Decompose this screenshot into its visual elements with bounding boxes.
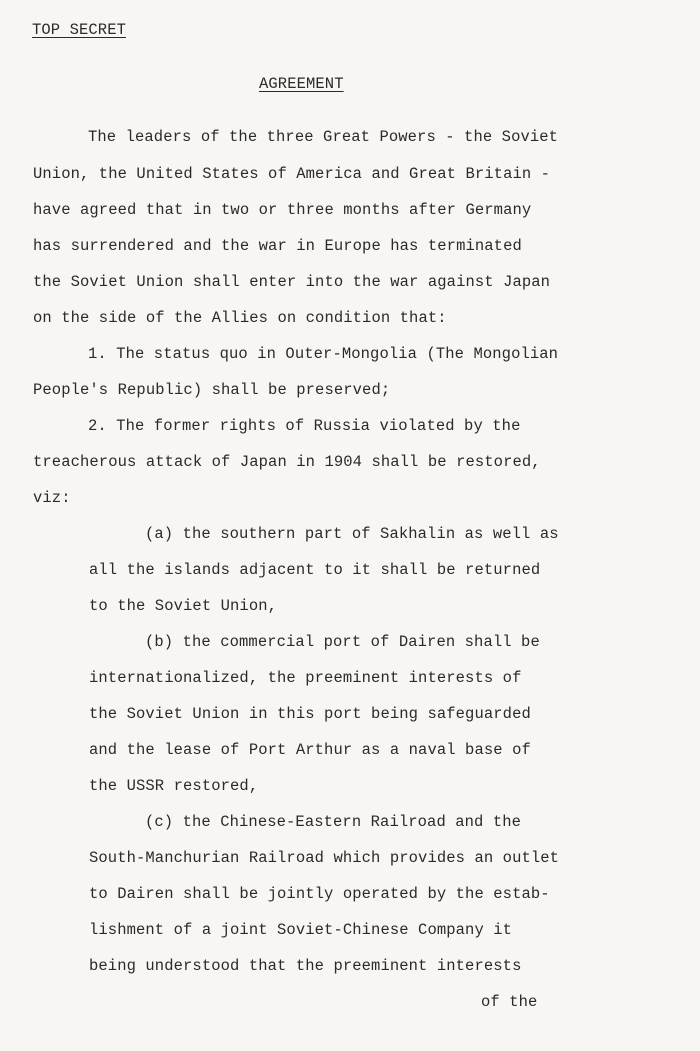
point-2-line: treacherous attack of Japan in 1904 shall be restored,: [33, 453, 541, 471]
sub-b-line: and the lease of Port Arthur as a naval base of: [89, 741, 531, 759]
sub-c-line: (c) the Chinese-Eastern Railroad and the: [145, 813, 522, 831]
point-1-line: 1. The status quo in Outer-Mongolia (The Mongolian: [88, 345, 559, 363]
intro-line: have agreed that in two or three months after Germany: [33, 201, 532, 219]
sub-c-line: lishment of a joint Soviet-Chinese Company it: [89, 921, 513, 939]
point-2-line: 2. The former rights of Russia violated by the: [88, 417, 521, 435]
sub-c-line: South-Manchurian Railroad which provides an outlet: [89, 849, 560, 867]
sub-a-line: (a) the southern part of Sakhalin as well as: [145, 525, 559, 543]
intro-line: The leaders of the three Great Powers - the Soviet: [88, 128, 559, 146]
sub-a-line: all the islands adjacent to it shall be returned: [89, 561, 541, 579]
sub-c-line: being understood that the preeminent interests: [89, 957, 522, 975]
document-title: AGREEMENT: [259, 75, 344, 93]
point-2-line: viz:: [33, 489, 71, 507]
sub-b-line: (b) the commercial port of Dairen shall be: [145, 633, 540, 651]
classification-label: TOP SECRET: [32, 21, 127, 39]
page-continuation: of the: [481, 993, 538, 1011]
intro-line: on the side of the Allies on condition that:: [33, 309, 447, 327]
point-1-line: People's Republic) shall be preserved;: [33, 381, 391, 399]
intro-line: the Soviet Union shall enter into the war against Japan: [33, 273, 551, 291]
sub-b-line: the USSR restored,: [89, 777, 259, 795]
sub-b-line: the Soviet Union in this port being safeguarded: [89, 705, 531, 723]
intro-line: Union, the United States of America and Great Britain -: [33, 165, 551, 183]
sub-b-line: internationalized, the preeminent interests of: [89, 669, 522, 687]
intro-line: has surrendered and the war in Europe has terminated: [33, 237, 522, 255]
sub-c-line: to Dairen shall be jointly operated by the estab-: [89, 885, 550, 903]
sub-a-line: to the Soviet Union,: [89, 597, 278, 615]
